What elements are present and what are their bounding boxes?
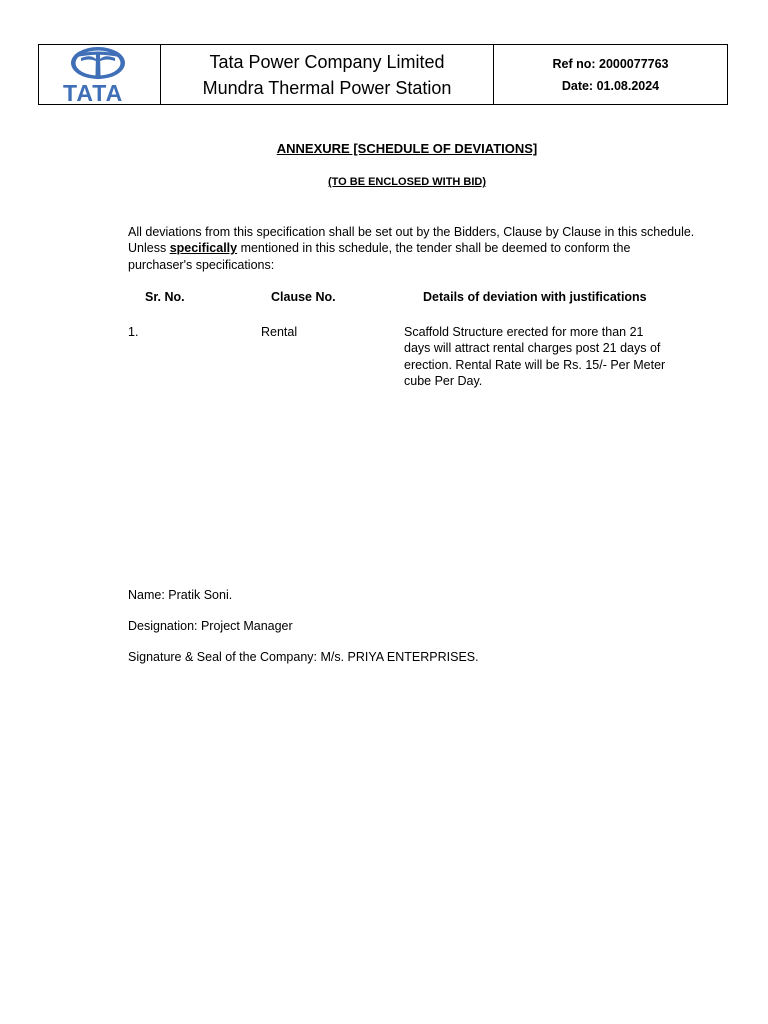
- signatory-designation: Designation: Project Manager: [128, 619, 293, 633]
- company-name: Tata Power Company Limited: [209, 51, 445, 72]
- document-header: [38, 44, 728, 105]
- header-ref-cell: [494, 45, 727, 104]
- row-1-details: Scaffold Structure erected for more than 21 days will attract rental charges post 21 days of erection. Rental Rate will be Rs. 15/- Per Meter cube Per Day.: [404, 325, 666, 388]
- tata-logo-icon: [69, 46, 127, 80]
- document-date: Date: 01.08.2024: [561, 78, 660, 93]
- signatory-name: Name: Pratik Soni.: [128, 588, 233, 602]
- company-seal-line: Signature & Seal of the Company: M/s. PRIYA ENTERPRISES.: [128, 650, 479, 664]
- row-1-sr-no: 1.: [128, 325, 139, 339]
- ref-number: Ref no: 2000077763: [552, 56, 669, 71]
- intro-text-part1: All deviations from this specification shall be set out by the Bidders, Clause by Clause in this schedule. Unless: [128, 225, 695, 256]
- intro-emphasis: specifically: [169, 241, 238, 256]
- intro-text-part2: mentioned in this schedule, the tender shall be deemed to conform the purchaser's specifications:: [128, 241, 631, 272]
- annexure-title: ANNEXURE [SCHEDULE OF DEVIATIONS]: [276, 141, 538, 156]
- station-name: Mundra Thermal Power Station: [202, 77, 452, 98]
- column-header-details: Details of deviation with justifications: [423, 290, 647, 304]
- header-title-cell: [161, 45, 494, 104]
- row-1-clause: Rental: [261, 325, 298, 339]
- column-header-clause-no: Clause No.: [271, 290, 336, 304]
- intro-paragraph: [128, 224, 698, 273]
- logo-cell: [39, 45, 161, 104]
- column-header-sr-no: Sr. No.: [145, 290, 185, 304]
- annexure-subtitle: (TO BE ENCLOSED WITH BID): [327, 176, 487, 188]
- logo-wordmark: TATA: [63, 80, 124, 106]
